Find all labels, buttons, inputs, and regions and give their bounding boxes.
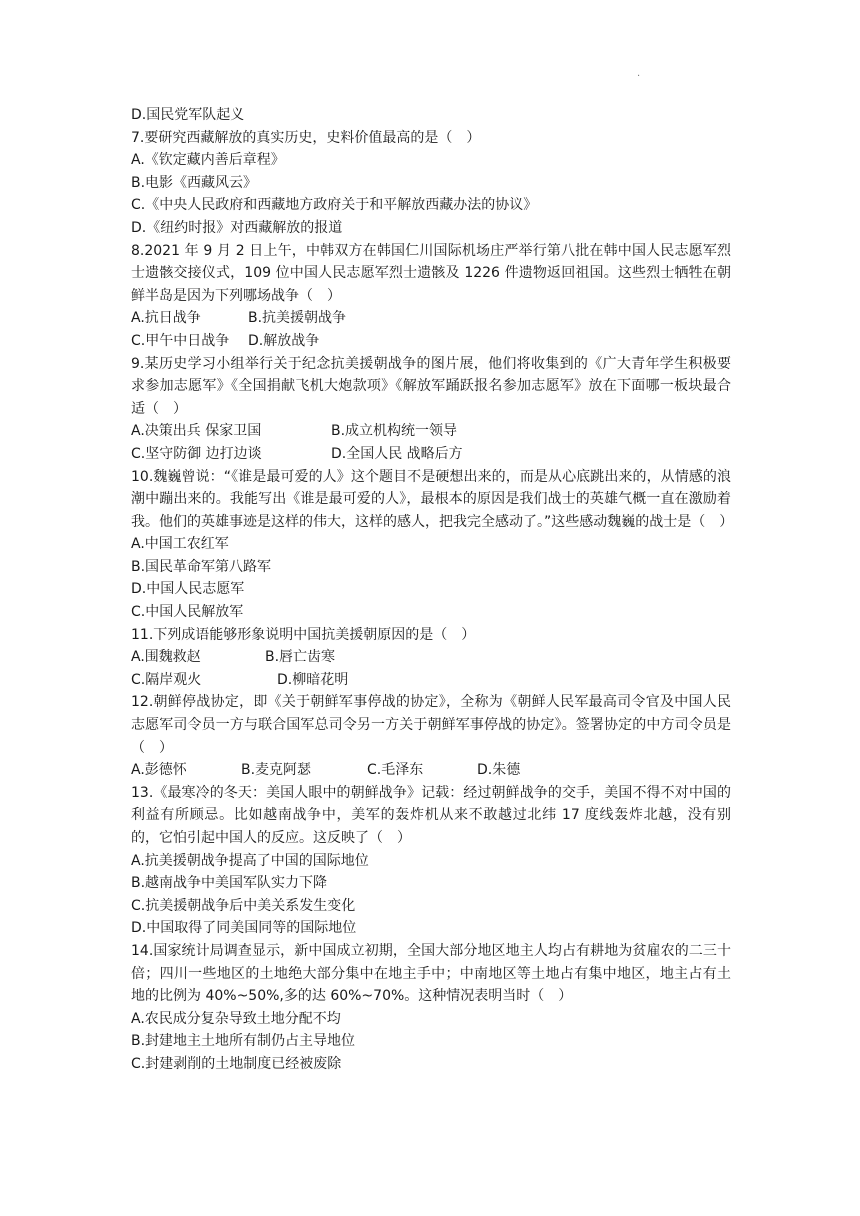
- q10-option-b: B.国民革命军第八路军: [131, 558, 272, 575]
- q9-option-a: A.决策出兵 保家卫国: [131, 423, 262, 440]
- q9-option-d: D.全国人民 战略后方: [331, 445, 463, 462]
- q14-option-c: C.封建剥削的土地制度已经被废除: [131, 1055, 342, 1072]
- q13-stem: 13.《最寒冷的冬天：美国人眼中的朝鲜战争》记载：经过朝鲜战争的交手，美国不得不对中国的利益有所顾忌。比如越南战争中，美军的轰炸机从来不敢越过北纬 17 度线轰炸北越，没有别的，它怕引起中国人的反应。这反映了（ ）: [131, 784, 731, 846]
- q12-options-row: [131, 759, 731, 782]
- q9-option-c: C.坚守防御 边打边谈: [131, 445, 262, 462]
- q12-option-b: B.麦克阿瑟: [241, 762, 312, 779]
- q12-stem: 12.朝鲜停战协定，即《关于朝鲜军事停战的协定》，全称为《朝鲜人民军最高司令官及中国人民志愿军司令员一方与联合国军总司令另一方关于朝鲜军事停战的协定》。签署协定的中方司令员是（ ）: [131, 694, 731, 756]
- q9-options-row-1: [131, 420, 731, 443]
- q11-options-row-1: [131, 646, 731, 669]
- q8-option-c: C.甲午中日战争: [131, 332, 230, 349]
- q8-stem: 8.2021 年 9 月 2 日上午，中韩双方在韩国仁川国际机场庄严举行第八批在韩中国人民志愿军烈士遗骸交接仪式，109 位中国人民志愿军烈士遗骸及 1226 件遗物返回祖国。这些烈士牺牲在朝鲜半岛是因为下列哪场战争（ ）: [131, 242, 731, 304]
- q12-option-c: C.毛泽东: [367, 762, 424, 779]
- q10-option-c: C.中国人民解放军: [131, 604, 244, 621]
- q8-option-d: D.解放战争: [248, 332, 320, 349]
- q9-options-row-2: [131, 443, 731, 466]
- q13-option-a: A.抗美援朝战争提高了中国的国际地位: [131, 852, 369, 869]
- header-mark: .: [637, 68, 641, 79]
- q11-options-row-2: [131, 669, 731, 692]
- q8-options-row-2: [131, 330, 731, 353]
- q7-option-c: C.《中央人民政府和西藏地方政府关于和平解放西藏办法的协议》: [131, 197, 538, 214]
- q11-option-a: A.围魏救赵: [131, 649, 201, 666]
- q7-option-a: A.《钦定藏内善后章程》: [131, 152, 285, 169]
- q9-stem: 9.某历史学习小组举行关于纪念抗美援朝战争的图片展，他们将收集到的《广大青年学生积极要求参加志愿军》《全国捐献飞机大炮款项》《解放军踊跃报名参加志愿军》放在下面哪一板块最合适（ ）: [131, 355, 731, 417]
- q11-option-d: D.柳暗花明: [277, 671, 349, 688]
- q12-option-d: D.朱德: [477, 762, 521, 779]
- q9-option-b: B.成立机构统一领导: [331, 423, 458, 440]
- q10-option-a: A.中国工农红军: [131, 536, 229, 553]
- q14-option-b: B.封建地主土地所有制仍占主导地位: [131, 1033, 356, 1050]
- q10-option-d: D.中国人民志愿军: [131, 581, 245, 598]
- q7-option-b: B.电影《西藏风云》: [131, 174, 258, 191]
- q8-option-b: B.抗美援朝战争: [248, 310, 347, 327]
- q6-option-d: D.国民党军队起义: [131, 107, 245, 123]
- q8-option-a: A.抗日战争: [131, 310, 201, 327]
- q13-option-b: B.越南战争中美国军队实力下降: [131, 875, 328, 892]
- q11-stem: 11.下列成语能够形象说明中国抗美援朝原因的是（ ）: [131, 626, 476, 643]
- q13-option-d: D.中国取得了同美国同等的国际地位: [131, 920, 357, 937]
- q11-option-b: B.唇亡齿寒: [265, 649, 336, 666]
- document-page: [131, 104, 734, 1076]
- q14-option-a: A.农民成分复杂导致土地分配不均: [131, 1010, 341, 1027]
- q7-stem: 7.要研究西藏解放的真实历史，史料价值最高的是（ ）: [131, 129, 481, 146]
- q13-option-c: C.抗美援朝战争后中美关系发生变化: [131, 897, 356, 914]
- q7-option-d: D.《纽约时报》对西藏解放的报道: [131, 219, 343, 236]
- q14-stem: 14.国家统计局调查显示，新中国成立初期，全国大部分地区地主人均占有耕地为贫雇农的二三十倍；四川一些地区的土地绝大部分集中在地主手中；中南地区等土地占有集中地区，地主占有土地的比例为 40%~50%,多的达 60%~70%。这种情况表明当时（ ）: [131, 942, 731, 1005]
- q11-option-c: C.隔岸观火: [131, 671, 202, 688]
- q12-option-a: A.彭德怀: [131, 762, 187, 779]
- q10-stem: 10.魏巍曾说：“《谁是最可爱的人》这个题目不是硬想出来的，而是从心底跳出来的，从情感的浪潮中蹦出来的。我能写出《谁是最可爱的人》，最根本的原因是我们战士的英雄气概一直在激励着我。他们的英雄事迹是这样的伟大，这样的感人，把我完全感动了。”这些感动魏巍的战士是（ ）: [131, 468, 734, 530]
- q8-options-row-1: [131, 307, 731, 330]
